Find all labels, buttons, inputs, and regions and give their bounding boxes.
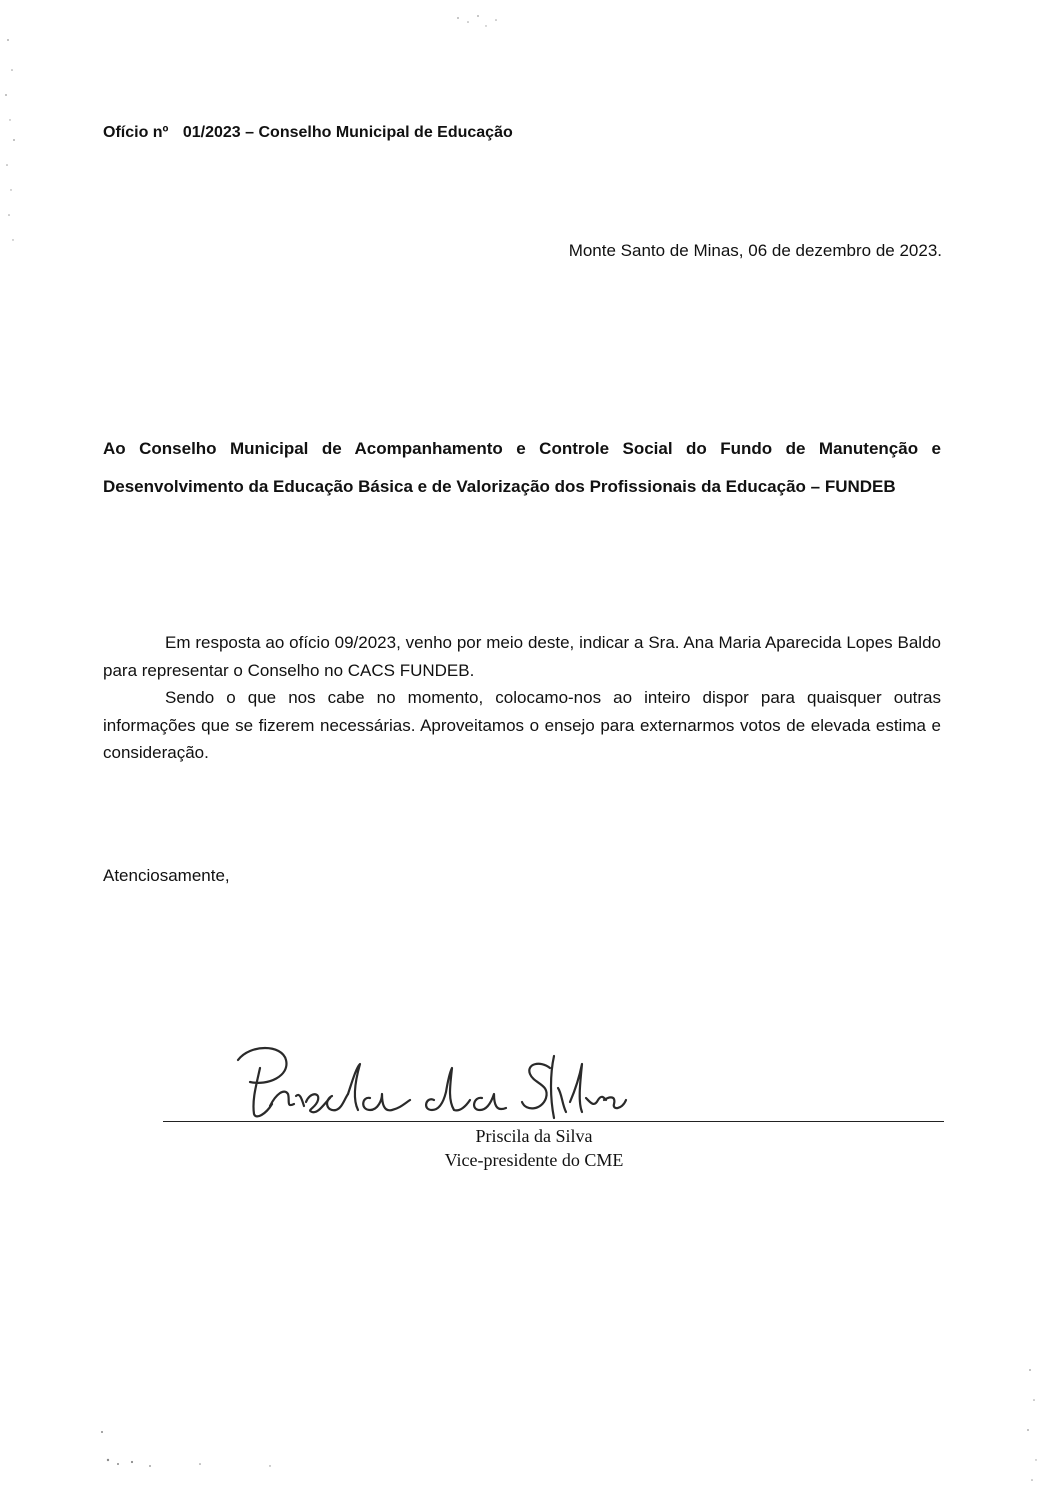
signature-line xyxy=(163,1121,944,1122)
signer-block xyxy=(384,1124,684,1172)
closing-salutation: Atenciosamente, xyxy=(103,866,230,885)
addressee-line-1: Ao Conselho Municipal de Acompanhamento e Controle Social do Fundo de Manutenção e xyxy=(103,439,941,458)
body-paragraph-1: Em resposta ao ofício 09/2023, venho por meio deste, indicar a Sra. Ana Maria Aparecida Lopes Baldo para representar o Conselho no CACS FUNDEB. xyxy=(103,633,941,680)
addressee-line-2: Desenvolvimento da Educação Básica e de Valorização dos Profissionais da Educação – FUNDEB xyxy=(103,477,896,496)
scan-speckle-left xyxy=(0,0,30,260)
signer-name: Priscila da Silva xyxy=(475,1126,593,1146)
body-paragraph-2: Sendo o que nos cabe no momento, colocamo-nos ao inteiro dispor para quaisquer outras informações que se fizerem necessárias. Aproveitamos o ensejo para externarmos votos de elevada estima e consideração. xyxy=(103,688,941,762)
date-line: Monte Santo de Minas, 06 de dezembro de 2023. xyxy=(568,241,942,260)
scan-speckle-bottom xyxy=(90,1420,290,1480)
signer-role: Vice-presidente do CME xyxy=(444,1150,624,1170)
oficio-title: 01/2023 – Conselho Municipal de Educação xyxy=(182,124,513,141)
scan-speckle-right xyxy=(1010,1360,1050,1490)
oficio-header xyxy=(103,124,513,142)
handwritten-signature xyxy=(220,1038,640,1128)
letter-body xyxy=(103,629,941,767)
oficio-number-label: Ofício nº xyxy=(103,124,169,141)
addressee-block xyxy=(103,430,941,506)
scan-speckle-top xyxy=(450,8,510,38)
